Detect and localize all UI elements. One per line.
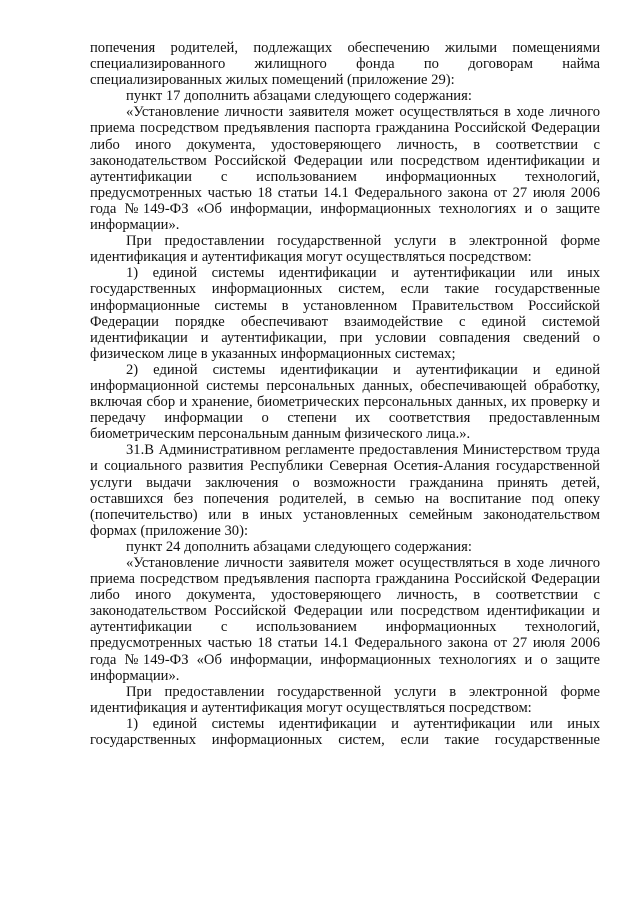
paragraph-section-31: 31.В Административном регламенте предоставления Министерством труда и социального развития Республики Северная Осетия-Алания государственной услуги выдачи заключения о возможности гражданина принять детей, оставшихся без попечения родителей, в семью на воспитание под опеку (попечительство) или в иных установленных семейным законодательством формах (приложение 30): [90, 442, 600, 539]
paragraph-electronic-form: При предоставлении государственной услуги в электронной форме идентификация и аутентификация могут осуществляться посредством: [90, 233, 600, 266]
paragraph-amend-point-17: пункт 17 дополнить абзацами следующего содержания: [126, 88, 472, 105]
paragraph-list-item-1-continued: 1) единой системы идентификации и аутентификации или иных государственных информационных систем, если такие государственные [90, 715, 600, 749]
paragraph-list-item-2: 2) единой системы идентификации и аутентификации и единой информационной системы персональных данных, обеспечивающей обработку, включая сбор и хранение, биометрических персональных данных, их проверку и передачу информации о степени их соответствия предоставленным биометрическим персональным данным физического лица.». [90, 361, 600, 443]
paragraph-list-item-1: 1) единой системы идентификации и аутентификации или иных государственных информационных систем, если такие государственные информационные системы в установленном Правительством Российской Федерации порядке обеспечивают взаимодействие с единой системой идентификации и аутентификации, при условии совпадения сведений о физическом лице в указанных информационных системах; [90, 265, 600, 362]
paragraph-amend-point-24: пункт 24 дополнить абзацами следующего содержания: [126, 538, 472, 555]
paragraph-electronic-form-2: При предоставлении государственной услуги в электронной форме идентификация и аутентификация могут осуществляться посредством: [90, 683, 600, 716]
paragraph-identity-verification-2: «Установление личности заявителя может осуществляться в ходе личного приема посредством предъявления паспорта гражданина Российской Федерации либо иного документа, удостоверяющего личность, в соответствии с законодательством Российской Федерации или посредством идентификации и аутентификации с использованием информационных технологий, предусмотренных частью 18 статьи 14.1 Федерального закона от 27 июля 2006 года №149-ФЗ «Об информации, информационных технологиях и о защите информации». [90, 555, 600, 684]
paragraph-identity-verification: «Установление личности заявителя может осуществляться в ходе личного приема посредством предъявления паспорта гражданина Российской Федерации либо иного документа, удостоверяющего личность, в соответствии с законодательством Российской Федерации или посредством идентификации и аутентификации с использованием информационных технологий, предусмотренных частью 18 статьи 14.1 Федерального закона от 27 июля 2006 года №149-ФЗ «Об информации, информационных технологиях и о защите информации». [90, 104, 600, 234]
paragraph-continuation: попечения родителей, подлежащих обеспечению жилыми помещениями специализированного жилищного фонда по договорам найма специализированных жилых помещений (приложение 29): [90, 40, 600, 89]
